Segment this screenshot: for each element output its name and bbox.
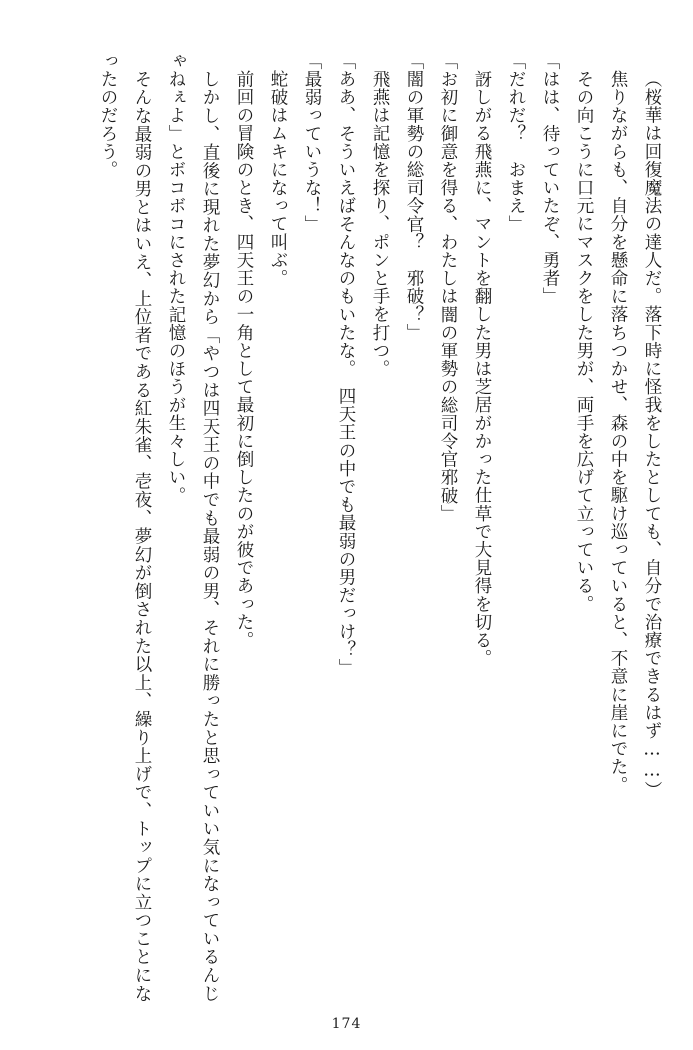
- paragraph: 飛燕は記憶を探り、ポンと手を打つ。: [370, 69, 390, 378]
- paragraph: 「闇の軍勢の総司令官？ 邪破？」: [404, 52, 424, 342]
- paragraph: 「お初に御意を得る、わたしは闇の軍勢の総司令官邪破」: [438, 52, 458, 523]
- vertical-text-body: [24, 52, 669, 1002]
- paragraph: 蛇破はムキになって叫ぶ。: [268, 69, 288, 287]
- paragraph: （桜華は回復魔法の達人だ。落下時に怪我をしたとしても、自分で治療できるはず……）: [642, 69, 662, 799]
- paragraph: 前回の冒険のとき、四天王の一角として最初に倒したのが彼であった。: [234, 69, 254, 649]
- paragraph: そんな最弱の男とはいえ、上位者である紅朱雀、壱夜、夢幻が倒された以上、繰り上げで、トップに立つことになったのだろう。: [98, 52, 152, 1002]
- paragraph: 「ああ、そういえばそんなのもいたな。 四天王の中でも最弱の男だっけ？」: [336, 52, 356, 677]
- page-number: 174: [331, 1016, 362, 1032]
- paragraph: 「最弱っていうな！」: [302, 52, 322, 233]
- paragraph: 「だれだ？ おまえ」: [506, 52, 526, 233]
- paragraph: 「はは、待っていたぞ、勇者」: [540, 52, 560, 306]
- paragraph: 訝しがる飛燕に、マントを翻した男は芝居がかった仕草で大見得を切る。: [472, 69, 492, 667]
- paragraph: 焦りながらも、自分を懸命に落ちつかせ、森の中を駆け巡っていると、不意に崖にでた。: [608, 69, 628, 794]
- paragraph: しかし、直後に現れた夢幻から「やつは四天王の中でも最弱の男、それに勝ったと思っていい気になっているんじゃねぇよ」とボコボコにされた記憶のほうが生々しい。: [166, 52, 220, 1002]
- paragraph: その向こうに口元にマスクをした男が、両手を広げて立っている。: [574, 69, 594, 613]
